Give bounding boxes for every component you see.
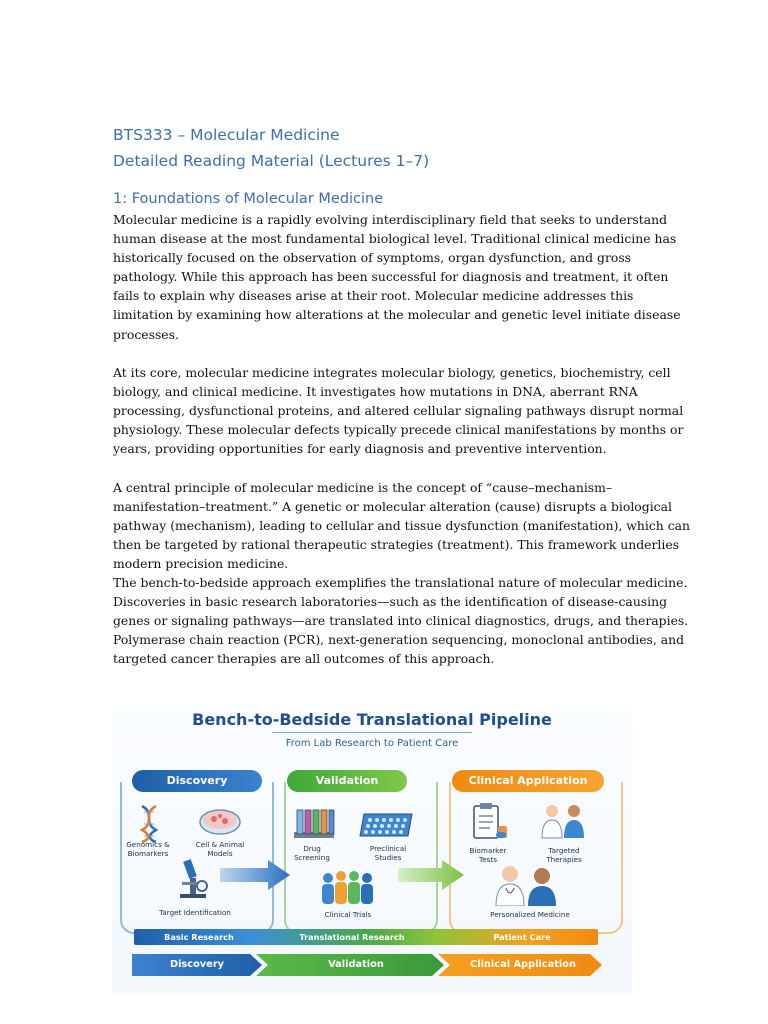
dna-icon [134,804,164,844]
figure-title: Bench-to-Bedside Translational Pipeline [192,710,552,729]
paragraph-line: limitation by examining how alterations at the molecular and genetic level initiate disease [113,307,681,323]
label-drug-screening: Drug Screening [294,844,330,862]
paragraph-line: modern precision medicine. [113,556,289,572]
section-heading: 1: Foundations of Molecular Medicine [113,191,384,207]
label-target-identification: Target Identification [159,908,231,917]
band-basic-research: Basic Research [164,932,234,942]
stage-clinical-application: Clinical Application [452,770,604,792]
figure-subtitle: From Lab Research to Patient Care [285,738,459,749]
paragraph-line: The bench-to-bedside approach exemplifies the translational nature of molecular medicine. [113,575,688,590]
paragraph-line: Molecular medicine is a rapidly evolving interdisciplinary field that seeks to understand [113,212,668,227]
flow-label-clinical: Clinical Application [470,959,576,970]
paragraph [113,363,684,458]
title-underline [272,732,472,733]
paragraph-line: genes or signaling pathways—are translated into clinical diagnostics, drugs, and therapies. [113,613,689,629]
stage-validation: Validation [287,770,407,792]
document-title: BTS333 – Molecular Medicine [113,126,340,144]
paragraph-line: Polymerase chain reaction (PCR), next-generation sequencing, monoclonal antibodies, and [113,632,685,648]
label-preclinical: Preclinical Studies [369,844,407,862]
green-arrow-icon [398,860,464,890]
flow-label-validation: Validation [328,959,384,970]
well-plate-icon [358,812,414,838]
paragraph-line: targeted cancer therapies are all outcomes of this approach. [113,651,495,667]
doctor-icon [538,802,588,840]
paragraph-line: fails to explain why diseases arise at their root. Molecular medicine addresses this [113,288,634,304]
blue-arrow-icon [220,860,290,890]
label-biomarker-tests: Biomarker Tests [469,846,507,864]
paragraph [113,478,690,573]
petri-dish-icon [198,804,242,836]
label-targeted-therapies: Targeted Therapies [546,846,582,864]
paragraph-line: pathway (mechanism), leading to cellular and tissue dysfunction (manifestation), which can [113,518,690,534]
flow-label-discovery: Discovery [169,959,225,970]
document-subtitle: Detailed Reading Material (Lectures 1–7) [113,152,430,170]
paragraph-line: processing, dysfunctional proteins, and altered cellular signaling pathways disrupt normal [113,403,684,419]
paragraph-line: manifestation–treatment.” A genetic or molecular alteration (cause) disrupts a biological [113,499,672,515]
paragraph-line: Discoveries in basic research laboratories—such as the identification of disease-causing [113,594,668,610]
pipeline-figure [112,704,632,994]
paragraph-line: then be targeted by rational therapeutic strategies (treatment). This framework underlies [113,537,680,553]
microscope-icon [172,856,212,900]
people-group-icon [318,870,378,906]
stage-discovery: Discovery [132,770,262,792]
label-genomics: Genomics & Biomarkers [126,840,170,858]
paragraph-line: physiology. These molecular defects typically precede clinical manifestations by months or [113,422,684,438]
paragraph [113,210,681,344]
band-translational-research: Translational Research [299,932,405,942]
paragraph-line: years, providing opportunities for early diagnosis and preventive intervention. [113,441,607,457]
paragraph-line: At its core, molecular medicine integrates molecular biology, genetics, biochemistry, cell [113,365,671,380]
paragraph-line: historically focused on the observation of symptoms, organ dysfunction, and gross [113,250,632,266]
paragraph-line: processes. [113,326,179,342]
paragraph-line: pathology. While this approach has been successful for diagnosis and treatment, it often [113,269,669,285]
doctor-patient-icon [490,864,564,906]
paragraph [113,573,689,668]
label-cell-models: Cell & Animal Models [195,840,245,858]
label-personalized-medicine: Personalized Medicine [490,910,570,919]
paragraph-line: biology, and clinical medicine. It investigates how mutations in DNA, aberrant RNA [113,384,638,400]
band-patient-care: Patient Care [493,932,551,942]
paragraph-line: human disease at the most fundamental biological level. Traditional clinical medicine has [113,231,677,247]
clipboard-icon [470,802,510,842]
label-clinical-trials: Clinical Trials [324,910,372,919]
paragraph-line: A central principle of molecular medicine is the concept of “cause–mechanism– [113,480,613,495]
test-tubes-icon [292,806,336,840]
